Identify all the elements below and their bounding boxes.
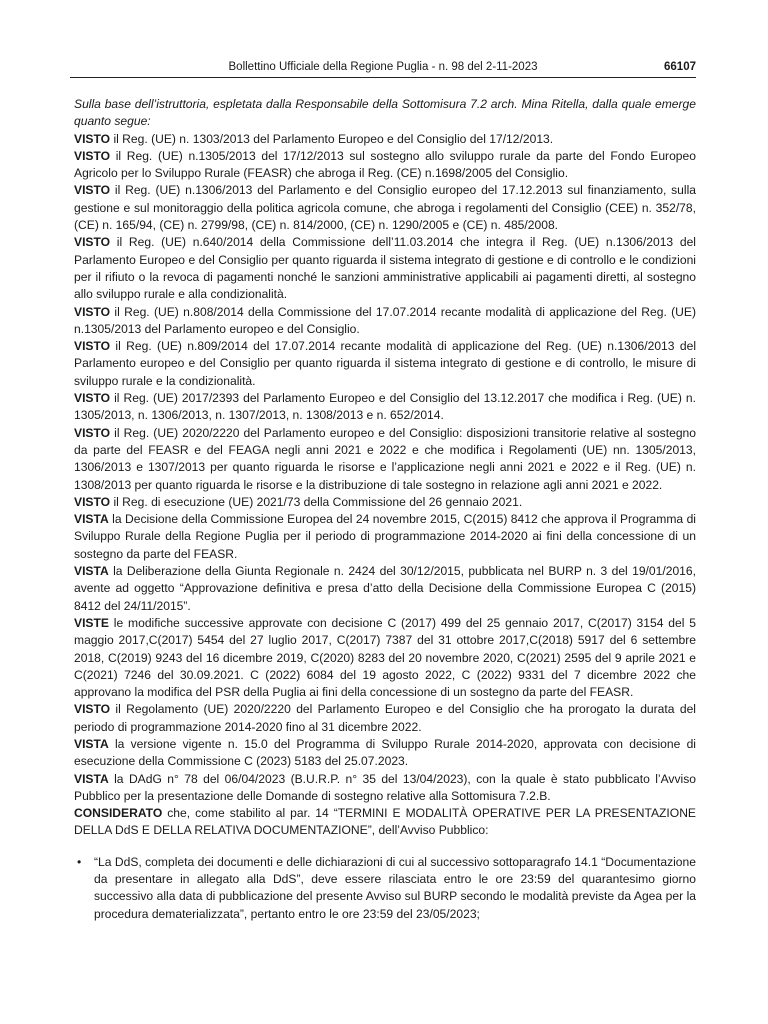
list-item [74, 854, 696, 923]
recital-paragraph [74, 563, 696, 615]
recital-text: il Reg. (UE) n.640/2014 della Commissione dell’11.03.2014 che integra il Reg. (UE) n.1306/2013 del Parlamento Europeo e del Consiglio per quanto riguarda il sistema integrato di gestione e di controllo e le condizioni per il rifiuto o la revoca di pagamenti nonché le sanzioni amministrative applicabili ai pagamenti diretti, al sostegno allo sviluppo rurale e alla condizionalità. [74, 235, 696, 302]
recital-paragraph [74, 338, 696, 390]
recital-text: il Reg. (UE) n.808/2014 della Commissione del 17.07.2014 recante modalità di applicazione del Reg. (UE) n.1305/2013 del Parlamento europeo e del Consiglio. [74, 304, 696, 336]
recital-text: che, come stabilito al par. 14 “TERMINI E MODALITÀ OPERATIVE PER LA PRESENTAZIONE DELLA DdS E DELLA RELATIVA DOCUMENTAZIONE”, dell’Avviso Pubblico: [74, 806, 696, 838]
recital-text: la Deliberazione della Giunta Regionale n. 2424 del 30/12/2015, pubblicata nel BURP n. 3 del 19/01/2016, avente ad oggetto “Approvazione definitiva e presa d’atto della Decisione della Commissione Europea C (2015) 8412 del 24/11/2015”. [74, 564, 696, 613]
header-divider [70, 77, 696, 78]
recital-keyword: CONSIDERATO [74, 806, 163, 821]
recital-keyword: VISTE [74, 615, 109, 630]
recital-keyword: VISTO [74, 304, 111, 319]
recital-keyword: VISTO [74, 339, 111, 354]
recital-paragraph [74, 494, 696, 511]
recital-paragraph [74, 148, 696, 183]
recital-text: il Reg. (UE) n.809/2014 del 17.07.2014 recante modalità di applicazione del Reg. (UE) n.1306/2013 del Parlamento europeo e del Consiglio per quanto riguarda il sistema integrato di gestione e di controllo, le misure di sviluppo rurale e la condizionalità. [74, 339, 696, 388]
recital-paragraph [74, 131, 696, 148]
recital-paragraph [74, 615, 696, 701]
recital-text: il Regolamento (UE) 2020/2220 del Parlamento Europeo e del Consiglio che ha prorogato la durata del periodo di programmazione 2014-2020 fino al 31 dicembre 2022. [74, 702, 696, 734]
recital-text: la Decisione della Commissione Europea del 24 novembre 2015, C(2015) 8412 che approva il Programma di Sviluppo Rurale della Regione Puglia per il periodo di programmazione 2014-2020 ai fini della concessione di un sostegno da parte del FEASR. [74, 512, 696, 561]
page-header [70, 61, 696, 77]
recital-keyword: VISTA [74, 736, 109, 751]
recital-keyword: VISTO [74, 235, 111, 250]
recital-keyword: VISTA [74, 771, 109, 786]
recital-text: le modifiche successive approvate con decisione C (2017) 499 del 25 gennaio 2017, C(2017) 3154 del 5 maggio 2017,C(2017) 5454 del 27 luglio 2017, C(2017) 7387 del 31 ottobre 2017,C(2018) 5917 del 6 settembre 2018, C(2019) 9243 del 16 dicembre 2019, C(2020) 8283 del 20 novembre 2020, C(2021) 2595 del 9 aprile 2021 e C(2021) 7246 del 30.09.2021. C (2022) 6084 del 19 agosto 2022, C (2022) 9331 del 7 dicembre 2022 che approvano la modifica del PSR della Puglia ai fini della concessione di un sostegno da parte del FEASR. [74, 615, 696, 700]
recital-keyword: VISTO [74, 494, 111, 509]
bulletin-title: Bollettino Ufficiale della Regione Puglia - n. 98 del 2-11-2023 [228, 61, 538, 73]
recital-keyword: VISTA [74, 564, 109, 579]
recital-paragraph [74, 234, 696, 303]
recital-paragraph [74, 304, 696, 339]
recital-text: la DAdG n° 78 del 06/04/2023 (B.U.R.P. n° 35 del 13/04/2023), con la quale è stato pubblicato l’Avviso Pubblico per la presentazione delle Domande di sostegno relative alla Sottomisura 7.2.B. [74, 771, 696, 803]
recital-keyword: VISTO [74, 425, 111, 440]
recital-text: il Reg. (UE) n.1306/2013 del Parlamento e del Consiglio europeo del 17.12.2013 sul finanziamento, sulla gestione e sul monitoraggio della politica agricola comune, che abroga i regolamenti del Consiglio (CEE) n. 352/78, (CE) n. 165/94, (CE) n. 2799/98, (CE) n. 814/2000, (CE) n. 1290/2005 e (CE) n. 485/2008. [74, 183, 696, 233]
recital-text: la versione vigente n. 15.0 del Programma di Sviluppo Rurale 2014-2020, approvata con decisione di esecuzione della Commissione C (2023) 5183 del 25.07.2023. [74, 736, 696, 769]
recital-keyword: VISTO [74, 391, 111, 406]
recital-keyword: VISTO [74, 183, 111, 198]
recital-paragraph [74, 425, 696, 494]
recital-keyword: VISTO [74, 702, 111, 717]
recital-keyword: VISTO [74, 131, 111, 146]
recital-paragraph [74, 701, 696, 736]
recital-text: il Reg. (UE) n.1305/2013 del 17/12/2013 sul sostegno allo sviluppo rurale da parte del Fondo Europeo Agricolo per lo Sviluppo Rurale (FEASR) che abroga il Reg. (CE) n.1698/2005 del Consiglio. [74, 148, 696, 181]
recital-paragraph [74, 511, 696, 563]
recitals [74, 131, 696, 840]
recital-paragraph [74, 805, 696, 840]
bullet-text: “La DdS, completa dei documenti e delle dichiarazioni di cui al successivo sottoparagrafo 14.1 “Documentazione da presentare in allegato alla DdS”, deve essere rilasciata entro le ore 23:59 del quarantesimo giorno successivo alla data di pubblicazione del presente Avviso sul BURP secondo le modalità previste da Agea per la procedura dematerializzata”, pertanto entro le ore 23:59 del 23/05/2023; [94, 854, 696, 921]
bullet-marker: • [77, 854, 82, 869]
bullet-list [74, 854, 696, 923]
recital-paragraph [74, 771, 696, 806]
recital-paragraph [74, 182, 696, 234]
recital-paragraph [74, 390, 696, 425]
recital-text: il Reg. (UE) 2020/2220 del Parlamento europeo e del Consiglio: disposizioni transitorie relative al sostegno da parte del FEASR e del FEAGA negli anni 2021 e 2022 e che modifica i Regolamenti (UE) nn. 1305/2013, 1306/2013 e 1307/2013 per quanto riguarda le risorse e l’applicazione negli anni 2021 e 2022 e il Reg. (UE) n. 1308/2013 per quanto riguarda le risorse e la distribuzione di tale sostegno in relazione agli anni 2021 e 2022. [74, 425, 696, 492]
intro-paragraph: Sulla base dell’istruttoria, espletata dalla Responsabile della Sottomisura 7.2 arch. Mina Ritella, dalla quale emerge quanto segue: [74, 97, 696, 129]
recital-paragraph [74, 736, 696, 771]
document-body [74, 96, 696, 923]
recital-keyword: VISTO [74, 148, 111, 163]
recital-keyword: VISTA [74, 512, 109, 527]
recital-text: il Reg. di esecuzione (UE) 2021/73 della Commissione del 26 gennaio 2021. [110, 494, 523, 509]
recital-text: il Reg. (UE) n. 1303/2013 del Parlamento Europeo e del Consiglio del 17/12/2013. [110, 131, 554, 146]
recital-text: il Reg. (UE) 2017/2393 del Parlamento Europeo e del Consiglio del 13.12.2017 che modifica i Reg. (UE) n. 1305/2013, n. 1306/2013, n. 1307/2013, n. 1308/2013 e n. 652/2014. [74, 391, 696, 423]
page-number: 66107 [664, 61, 696, 73]
